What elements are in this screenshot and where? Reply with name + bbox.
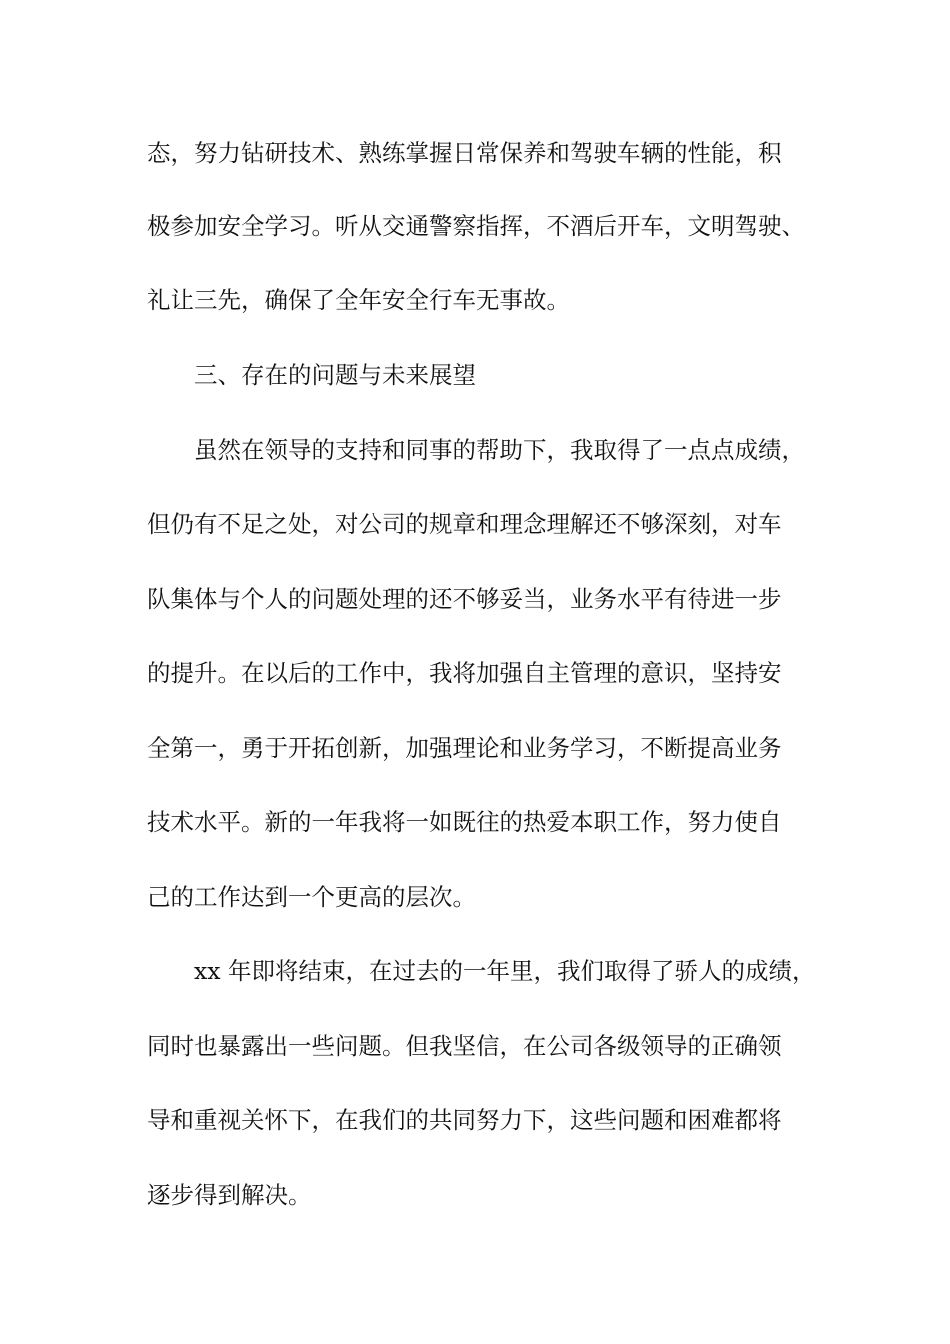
paragraph-line: 极参加安全学习。听从交通警察指挥，不酒后开车，文明驾驶、: [147, 212, 805, 240]
paragraph-line: xx 年即将结束，在过去的一年里，我们取得了骄人的成绩，: [194, 957, 816, 985]
paragraph-line: 礼让三先，确保了全年安全行车无事故。: [147, 286, 570, 314]
paragraph-line: 同时也暴露出一些问题。但我坚信，在公司各级领导的正确领: [147, 1032, 782, 1060]
paragraph-line: 导和重视关怀下，在我们的共同努力下，这些问题和困难都将: [147, 1106, 782, 1134]
paragraph-line: 逐步得到解决。: [147, 1181, 312, 1209]
paragraph-line: 己的工作达到一个更高的层次。: [147, 883, 476, 911]
paragraph-line: 技术水平。新的一年我将一如既往的热爱本职工作，努力使自: [147, 808, 782, 836]
paragraph-line: 但仍有不足之处，对公司的规章和理念理解还不够深刻，对车: [147, 510, 782, 538]
paragraph-line: 虽然在领导的支持和同事的帮助下，我取得了一点点成绩，: [194, 436, 805, 464]
paragraph-line: 队集体与个人的问题处理的还不够妥当，业务水平有待进一步: [147, 585, 782, 613]
section-heading: 三、存在的问题与未来展望: [194, 361, 476, 389]
paragraph-line: 的提升。在以后的工作中，我将加强自主管理的意识，坚持安: [147, 659, 782, 687]
paragraph-line: 全第一，勇于开拓创新，加强理论和业务学习，不断提高业务: [147, 734, 782, 762]
paragraph-line: 态，努力钻研技术、熟练掌握日常保养和驾驶车辆的性能，积: [147, 139, 782, 167]
